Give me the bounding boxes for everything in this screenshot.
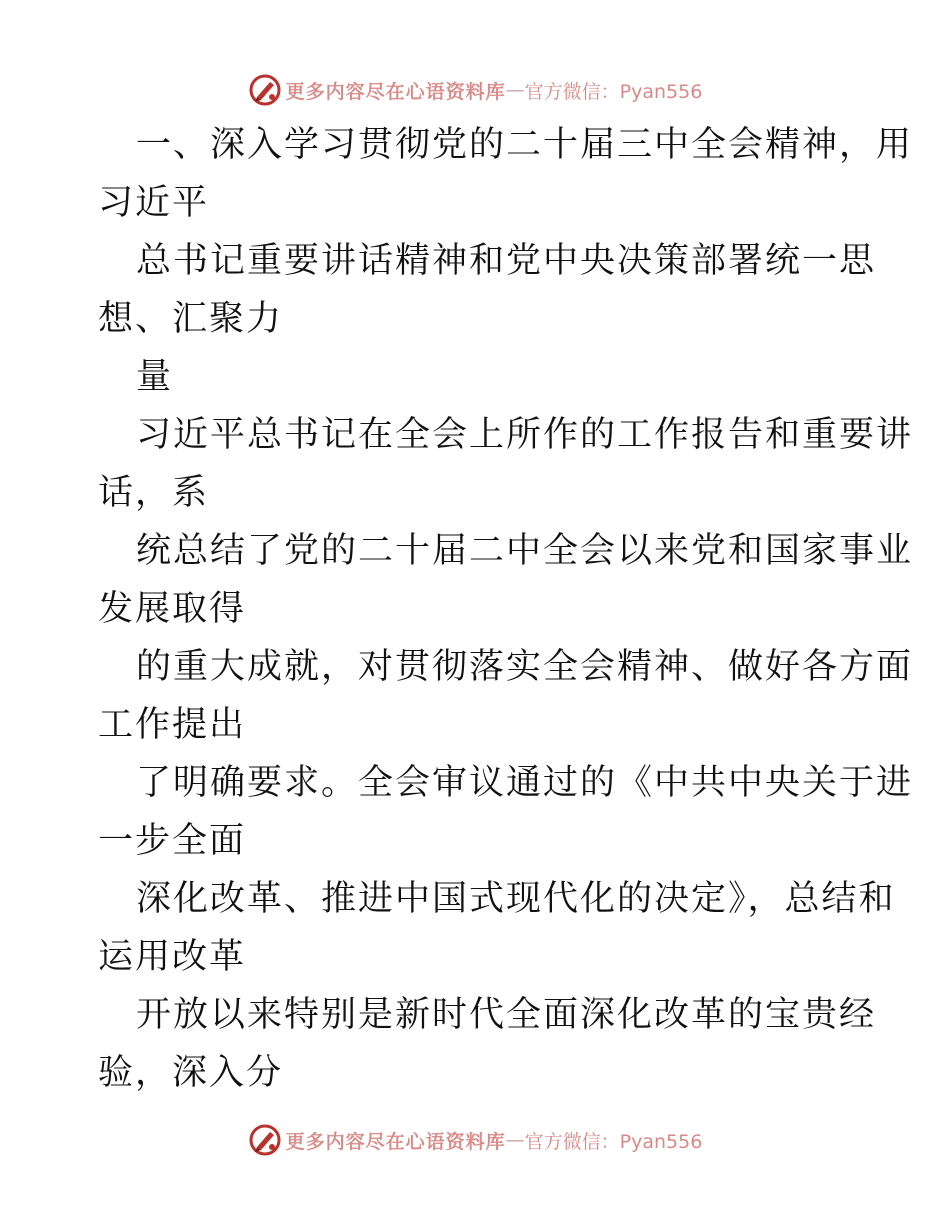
text-line: 一、深入学习贯彻党的二十届三中全会精神，用 — [136, 125, 914, 165]
banner-brand-text: 更多内容尽在心语资料库 — [285, 80, 506, 103]
text-line: 深化改革、推进中国式现代化的决定》，总结和 — [136, 879, 896, 919]
pen-logo-icon — [248, 1123, 282, 1157]
text-line: 开放以来特别是新时代全面深化改革的宝贵经 — [136, 995, 877, 1035]
text-line: 了明确要求。全会审议通过的《中共中央关于进 — [136, 763, 914, 803]
footer-watermark-banner — [0, 1120, 950, 1160]
text-line: 工作提出 — [98, 705, 247, 745]
text-line: 习近平 — [98, 183, 210, 223]
pen-logo-icon — [248, 73, 282, 107]
text-line: 量 — [136, 357, 174, 397]
text-line: 发展取得 — [98, 589, 247, 629]
text-line: 话，系 — [98, 473, 210, 513]
banner-separator: — — [505, 79, 525, 101]
banner-brand-text: 更多内容尽在心语资料库 — [285, 1130, 506, 1153]
text-line: 统总结了党的二十届二中全会以来党和国家事业 — [136, 531, 914, 571]
banner-wechat-text: 官方微信：Pyan556 — [524, 80, 703, 103]
text-line: 一步全面 — [98, 821, 247, 861]
text-line: 总书记重要讲话精神和党中央决策部署统一思 — [136, 241, 877, 281]
banner-separator: — — [505, 1129, 525, 1151]
text-line: 想、汇聚力 — [98, 299, 284, 339]
text-line: 习近平总书记在全会上所作的工作报告和重要讲 — [136, 415, 914, 455]
text-line: 运用改革 — [98, 937, 247, 977]
text-line: 的重大成就，对贯彻落实全会精神、做好各方面 — [136, 647, 914, 687]
header-watermark-banner — [0, 70, 950, 110]
text-line: 验，深入分 — [98, 1053, 284, 1093]
banner-wechat-text: 官方微信：Pyan556 — [524, 1130, 703, 1153]
